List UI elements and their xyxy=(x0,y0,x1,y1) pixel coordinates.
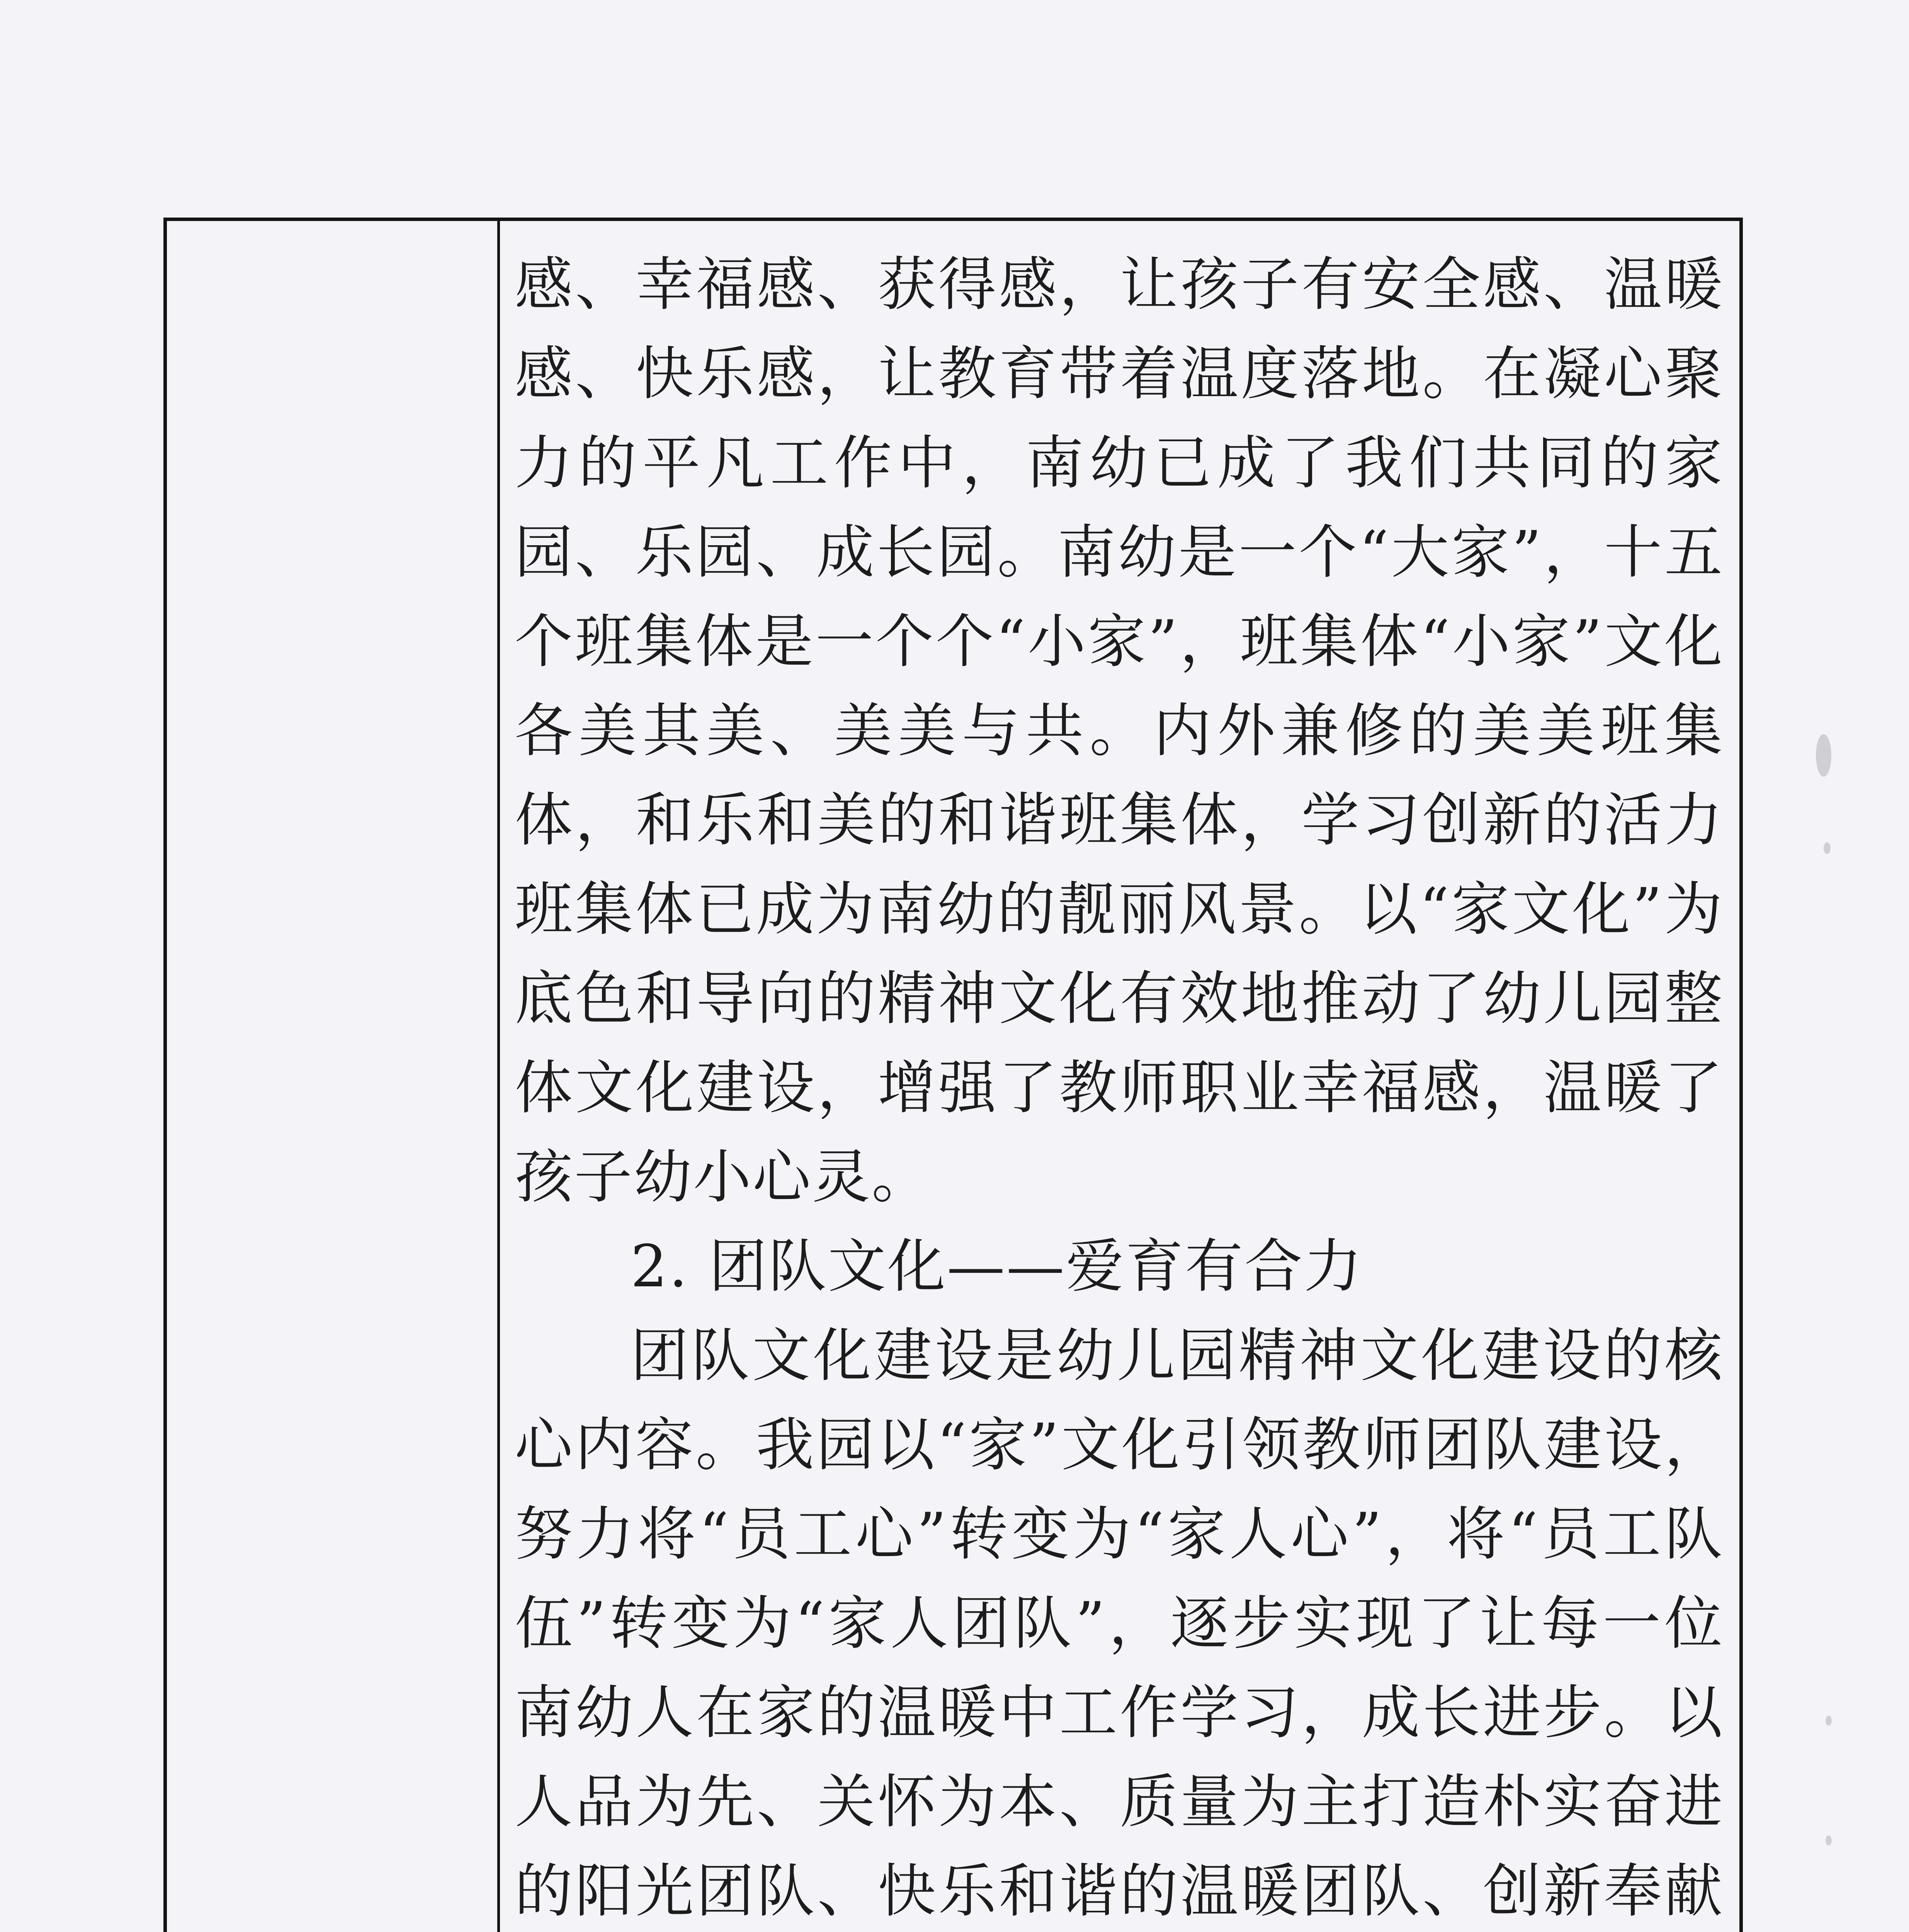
heading-team-culture: 2. 团队文化——爱育有合力 xyxy=(631,1233,1363,1300)
paragraph-family-culture-end: 感、幸福感、获得感，让孩子有安全感、温暖感、快乐感，让教育带着温度落地。在凝心聚力的平凡工作中，南幼已成了我们共同的家园、乐园、成长园。南幼是一个“大家”，十五个班集体是一个个“小家”，班集体“小家”文化各美其美、美美与共。内外兼修的美美班集体，和乐和美的和谐班集体，学习创新的活力班集体已成为南幼的靓丽风景。以“家文化”为底色和导向的精神文化有效地推动了幼儿园整体文化建设，增强了教师职业幸福感，温暖了孩子幼小心灵。 xyxy=(515,251,1724,1211)
scan-speck xyxy=(1816,734,1831,777)
table-frame xyxy=(163,218,1743,1932)
scan-speck xyxy=(1826,1835,1832,1845)
table-left-cell xyxy=(167,221,500,1932)
table-content-cell xyxy=(515,240,1724,1932)
scan-speck xyxy=(1824,842,1831,854)
paragraph-team-culture: 团队文化建设是幼儿园精神文化建设的核心内容。我园以“家”文化引领教师团队建设，努力将“员工心”转变为“家人心”，将“员工队伍”转变为“家人团队”，逐步实现了让每一位南幼人在家的温暖中工作学习，成长进步。以人品为先、关怀为本、质量为主打造朴实奋进的阳光团队、快乐和谐的温暖团队、创新奉献 xyxy=(515,1322,1724,1925)
scan-speck xyxy=(1826,1716,1832,1726)
